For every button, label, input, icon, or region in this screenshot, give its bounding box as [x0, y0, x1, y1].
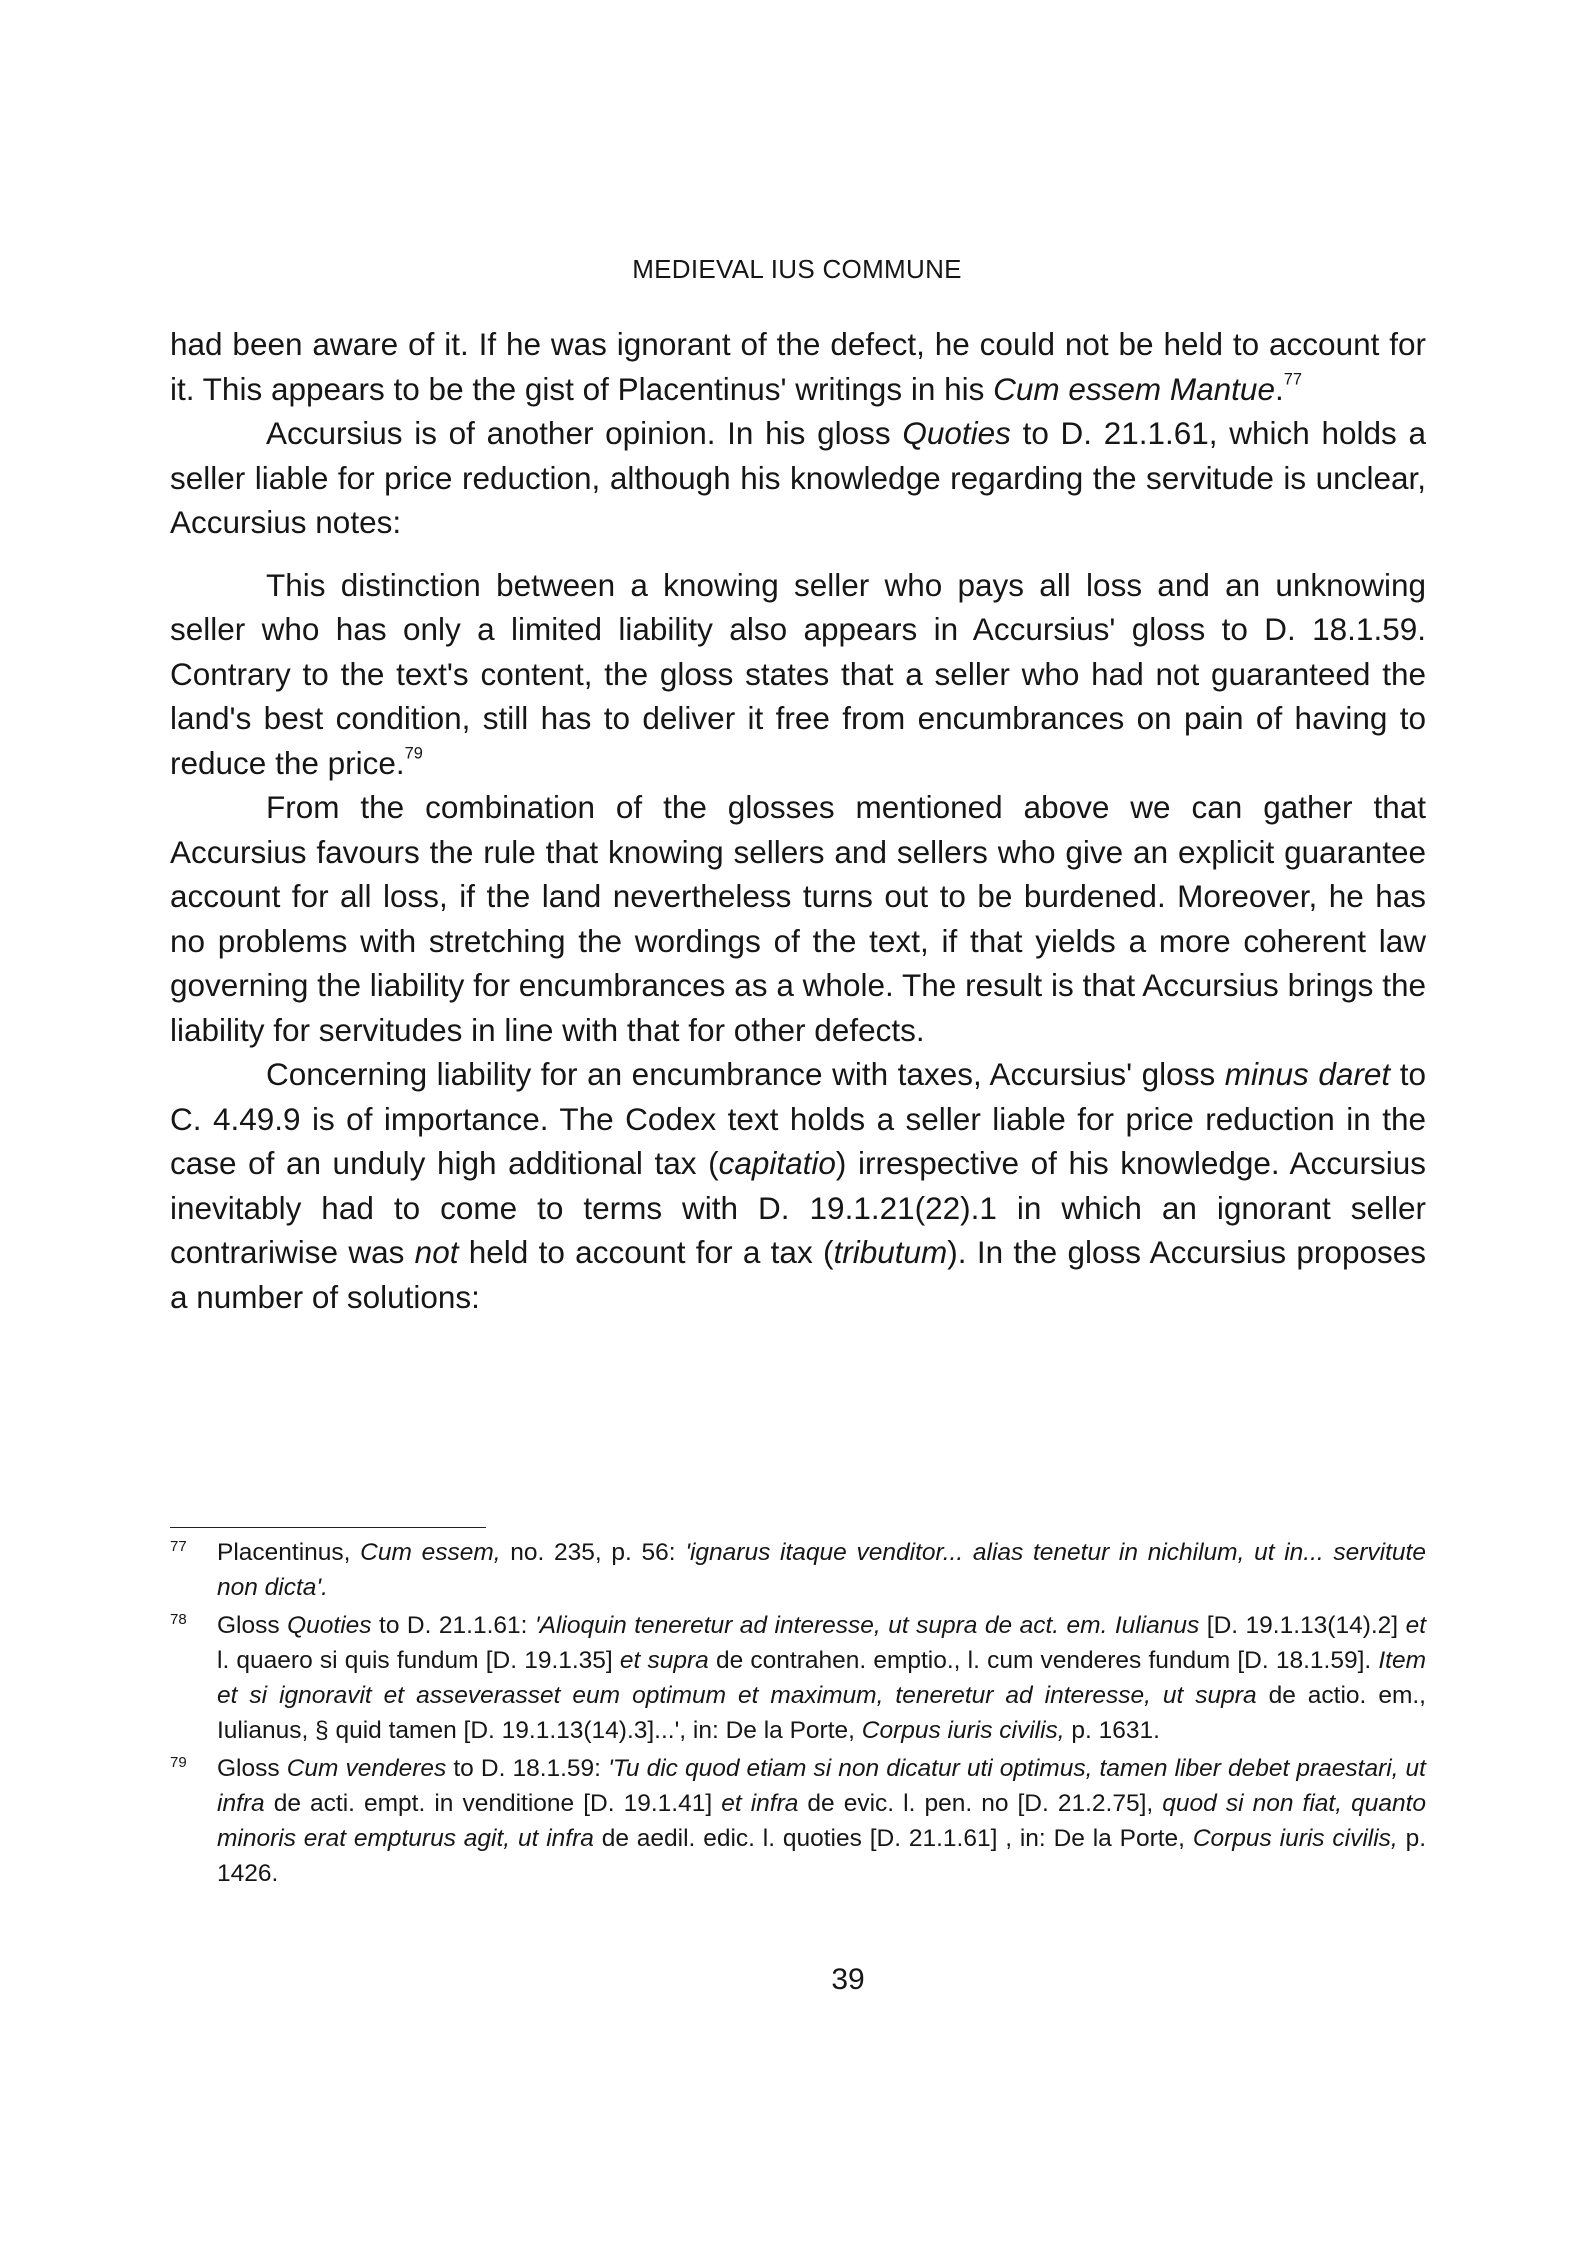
text-run: Gloss [217, 1755, 287, 1782]
text-run: ). In the gloss Accursius proposes a number of solutions: [170, 1234, 1426, 1315]
italic-term: capitatio [718, 1145, 836, 1181]
footnote-ref[interactable]: 77 [1283, 369, 1302, 388]
text-run: Concerning liability for an encumbrance with taxes, Accursius' gloss [266, 1056, 1225, 1092]
text-run: de evic. l. pen. no [D. 21.2.75], [798, 1790, 1163, 1817]
text-run: p. 1631. [1064, 1717, 1160, 1744]
italic-term: not [414, 1234, 459, 1270]
italic-term: tributum [833, 1234, 948, 1270]
footnote-text [217, 1608, 1426, 1748]
paragraph [170, 785, 1426, 1052]
italic-title: Cum essem Mantue [993, 370, 1275, 407]
italic-title: Corpus iuris civilis, [1192, 1825, 1398, 1852]
latin-quote: quod si non fiat, quanto minoris erat empturus agit, ut infra [217, 1790, 1426, 1852]
italic-term: minus daret [1224, 1056, 1391, 1092]
paragraph [170, 411, 1426, 545]
paragraph [170, 563, 1426, 786]
footnote-separator [170, 1527, 486, 1528]
text-run: From the combination of the glosses mentioned above we can gather that Accursius favours the rule that knowing sellers and sellers who give an explicit guarantee account for all loss, if the land nevertheless turns out to be burdened. Moreover, he has no problems with stretching the wordings of the text, if that yields a more coherent law governing the liability for encumbrances as a whole. The result is that Accursius brings the liability for servitudes in line with that for other defects. [170, 789, 1426, 1048]
latin-quote: et supra [619, 1647, 709, 1674]
text-run: no. 235, p. 56: [500, 1539, 686, 1566]
text-run: had been aware of it. If he was ignorant of the defect, he could not be held to account for it. This appears to be the gist of Placentinus' writings in his [170, 326, 1426, 407]
latin-quote: et infra [721, 1790, 799, 1817]
text-run: ) irrespective of his knowledge. Accursius inevitably had to come to terms with D. 19.1.21(22).1 in which an ignorant seller contrariwise was [170, 1145, 1427, 1270]
paragraph [170, 322, 1426, 411]
text-run: This distinction between a knowing seller who pays all loss and an unknowing seller who has only a limited liability also appears in Accursius' gloss to D. 18.1.59. Contrary to the text's content, the gloss states that a seller who had not guaranteed the land's best condition, still has to deliver it free from encumbrances on pain of having to reduce the price. [170, 566, 1426, 781]
text-run: de acti. empt. in venditione [D. 19.1.41] [264, 1790, 722, 1817]
paragraph [170, 1052, 1426, 1319]
italic-title: Quoties [287, 1612, 372, 1639]
latin-quote: 'Alioquin teneretur ad interesse, ut supra de act. em. Iulianus [534, 1612, 1200, 1639]
footnote-number: 78 [170, 1611, 187, 1628]
text-run: de contrahen. emptio., l. cum venderes fundum [D. 18.1.59]. [708, 1647, 1379, 1674]
text-run: de actio. em., Iulianus, § quid tamen [D. 19.1.13(14).3]...', in: De la Porte, [217, 1682, 1426, 1744]
footnote-text [217, 1535, 1426, 1605]
latin-quote: et [1405, 1612, 1427, 1639]
text-run: to D. 18.1.59: [446, 1755, 609, 1782]
main-text [170, 322, 1426, 1319]
text-run: to D. 21.1.61: [371, 1612, 535, 1639]
footnote-number: 77 [170, 1538, 187, 1555]
italic-title: Cum venderes [286, 1755, 447, 1782]
text-run: to D. 21.1.61, which holds a seller liable for price reduction, although his knowledge regarding the servitude is unclear, Accursius notes: [170, 415, 1426, 540]
page-number: 39 [831, 1963, 865, 1996]
footnote-text [217, 1751, 1426, 1891]
footnote-number: 79 [170, 1754, 187, 1771]
text-run: to C. 4.49.9 is of importance. The Codex text holds a seller liable for price reduction in the case of an unduly high additional tax ( [170, 1056, 1426, 1181]
text-run: l. quaero si quis fundum [D. 19.1.35] [217, 1647, 620, 1674]
latin-quote: Item et si ignoravit et asseverasset eum optimum et maximum, teneretur ad interesse, ut supra [217, 1647, 1427, 1709]
footnote-ref[interactable]: 79 [404, 743, 423, 762]
text-run: Accursius is of another opinion. In his gloss [266, 415, 903, 451]
latin-quote: 'Tu dic quod etiam si non dicatur uti optimus, tamen liber debet praestari, ut infra [217, 1755, 1426, 1817]
latin-quote: 'ignarus itaque venditor... alias tenetur in nichilum, ut in... servitute non dicta'. [217, 1539, 1426, 1601]
text-run: Gloss [217, 1612, 288, 1639]
text-run: [D. 19.1.13(14).2] [1199, 1612, 1406, 1639]
italic-title: Corpus iuris civilis, [861, 1717, 1065, 1744]
footnotes [170, 1535, 1426, 1894]
text-run: Placentinus, [217, 1539, 361, 1566]
text-run: de aedil. edic. l. quoties [D. 21.1.61] , in: De la Porte, [593, 1825, 1193, 1852]
text-run: . [1274, 370, 1284, 407]
footnote-79 [170, 1751, 1426, 1891]
text-run: held to account for a tax ( [458, 1234, 834, 1270]
footnote-77 [170, 1535, 1426, 1605]
italic-title: Cum essem, [360, 1539, 501, 1566]
text-run: p. 1426. [217, 1825, 1427, 1887]
footnote-78 [170, 1608, 1426, 1748]
running-header: MEDIEVAL IUS COMMUNE [632, 254, 962, 284]
italic-title: Quoties [902, 415, 1011, 451]
